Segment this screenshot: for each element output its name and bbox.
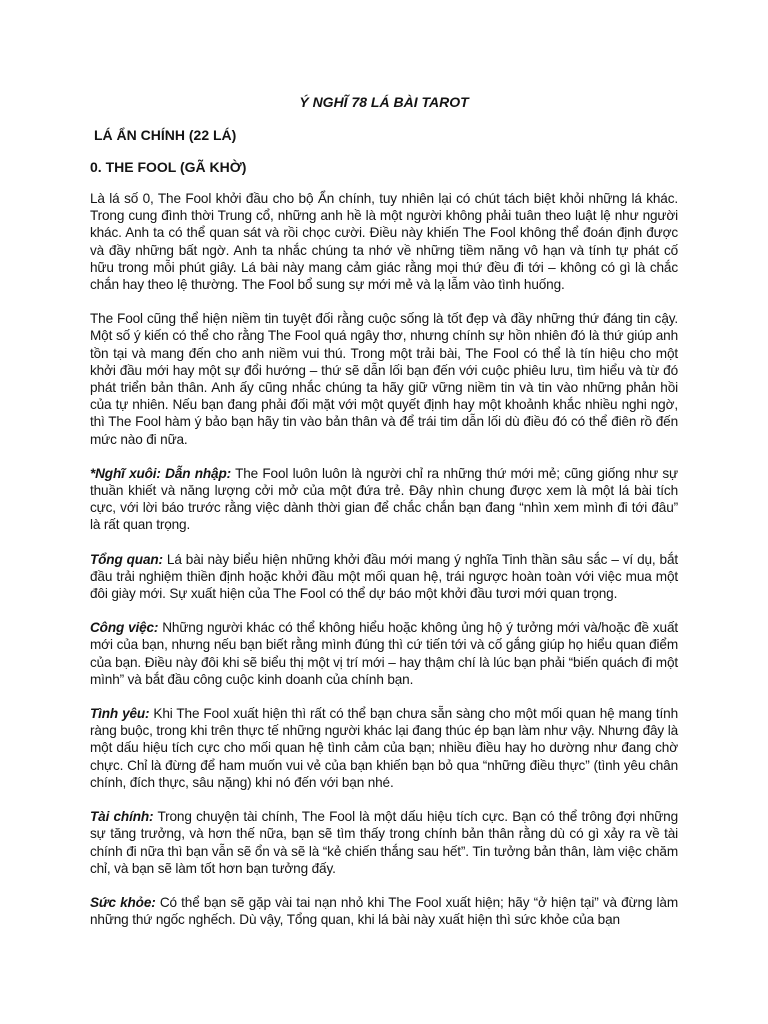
- section-heading: LÁ ẨN CHÍNH (22 LÁ): [94, 127, 237, 143]
- card-heading: 0. THE FOOL (GÃ KHỜ): [90, 159, 247, 175]
- work-label: Công việc:: [90, 620, 159, 636]
- paragraph-love: [90, 705, 678, 791]
- paragraph-health: [90, 894, 678, 928]
- upright-label: *Nghĩ xuôi: Dẫn nhập:: [90, 465, 231, 481]
- health-text: Có thể bạn sẽ gặp vài tai nạn nhỏ khi The Fool xuất hiện; hãy “ở hiện tại” và đừng làm những thứ ngốc nghếch. Dù vậy, Tổng quan, khi lá bài này xuất hiện thì sức khỏe của bạn: [90, 894, 678, 928]
- paragraph-faith: The Fool cũng thể hiện niềm tin tuyệt đối rằng cuộc sống là tốt đẹp và đầy những thứ đáng tin cậy. Một số ý kiến có thể cho rằng The Fool quá ngây thơ, nhưng chính sự hồn nhiên đó là thứ giúp anh tồn tại và mang đến cho anh niềm vui thú. Trong một trải bài, The Fool có thể là tín hiệu cho một khởi đầu mới hay một sự đổi hướng – thứ sẽ dẫn lối bạn đến với cuộc phiêu lưu, tìm hiểu và từ đó phát triển bản thân. Anh ấy cũng nhắc chúng ta hãy giữ vững niềm tin và tin vào những phản hồi của tự nhiên. Nếu bạn đang phải đối mặt với một quyết định hay một khoảnh khắc nhiều nghi ngờ, thì The Fool hàm ý bảo bạn hãy tin vào bản thân và để trái tim dẫn lối dù điều đó có thể điên rồ đến mức nào đi nữa.: [90, 311, 678, 447]
- paragraph-finance: [90, 808, 678, 877]
- love-text: Khi The Fool xuất hiện thì rất có thể bạn chưa sẵn sàng cho một mối quan hệ mang tính ràng buộc, trong khi trên thực tế những người khác lại đang thúc ép bạn làm như vậy. Nhưng đây là một dấu hiệu tích cực cho mối quan hệ tình cảm của bạn; nhiều điều hay ho dường như đang chờ chực. Chỉ là đừng để ham muốn vui vẻ của bạn khiến bạn bỏ qua “những điều thực” (tình yêu chân chính, đích thực, sâu nặng) khi nó đến với bạn nhé.: [90, 706, 678, 790]
- paragraph-intro: Là lá số 0, The Fool khởi đầu cho bộ Ẩn chính, tuy nhiên lại có chút tách biệt khỏi những lá khác. Trong cung đình thời Trung cổ, những anh hề là một người không phải tuân theo luật lệ như người khác. Anh ta có thể quan sát và rồi chọc cười. Điều này khiến The Fool không thể đoán định được và đầy những bất ngờ. Anh ta nhắc chúng ta nhớ về những tiềm năng vô hạn và tính tự phát cố hữu trong mỗi phút giây. Lá bài này mang cảm giác rằng mọi thứ đều đi tới – không có gì là chắc chắn hay theo lệ thường. The Fool bổ sung sự mới mẻ và lạ lẫm vào tình huống.: [90, 191, 678, 293]
- health-label: Sức khỏe:: [90, 894, 156, 910]
- upright-text: The Fool luôn luôn là người chỉ ra những thứ mới mẻ; cũng giống như sự thuần khiết và năng lượng cởi mở của một đứa trẻ. Đây nhìn chung được xem là một lá bài tích cực, với lời báo trước rằng việc dành thời gian để chắc chắn bạn đang “nhìn xem mình đi tới đâu” là rất quan trọng.: [90, 465, 678, 533]
- love-label: Tình yêu:: [90, 706, 150, 722]
- document-title: Ý NGHĨ 78 LÁ BÀI TAROT: [299, 94, 469, 110]
- paragraph-overview: [90, 551, 678, 603]
- paragraph-work: [90, 619, 678, 688]
- overview-text: Lá bài này biểu hiện những khởi đầu mới mang ý nghĩa Tinh thần sâu sắc – ví dụ, bắt đầu trải nghiệm thiền định hoặc khởi đầu một mối quan hệ, trái ngược hoàn toàn với việc mua một đôi giày mới. Sự xuất hiện của The Fool có thể dự báo một khởi đầu tươi mới quan trọng.: [90, 551, 678, 602]
- finance-label: Tài chính:: [90, 809, 154, 825]
- overview-label: Tổng quan:: [90, 551, 163, 567]
- paragraph-upright: [90, 465, 678, 534]
- finance-text: Trong chuyện tài chính, The Fool là một dấu hiệu tích cực. Bạn có thể trông đợi những sự tăng trưởng, và hơn thế nữa, bạn sẽ tìm thấy trong chính bản thân rằng dù có gì xảy ra về tài chính đi nữa thì bạn vẫn sẽ ổn và sẽ là “kẻ chiến thắng sau hết”. Tin tưởng bản thân, làm việc chăm chỉ, và bạn sẽ làm tốt hơn bạn tưởng đấy.: [90, 809, 679, 876]
- work-text: Những người khác có thể không hiểu hoặc không ủng hộ ý tưởng mới và/hoặc đề xuất mới của bạn, nhưng nếu bạn biết rằng mình đúng thì cứ tiến tới và cố gắng giúp họ hiểu quan điểm của bạn. Điều này đôi khi sẽ biểu thị một vị trí mới – hay thậm chí là lúc bạn phải “biến quách đi một mình” và bắt đầu công cuộc kinh doanh của chính bạn.: [90, 620, 678, 687]
- document-page: [90, 92, 678, 945]
